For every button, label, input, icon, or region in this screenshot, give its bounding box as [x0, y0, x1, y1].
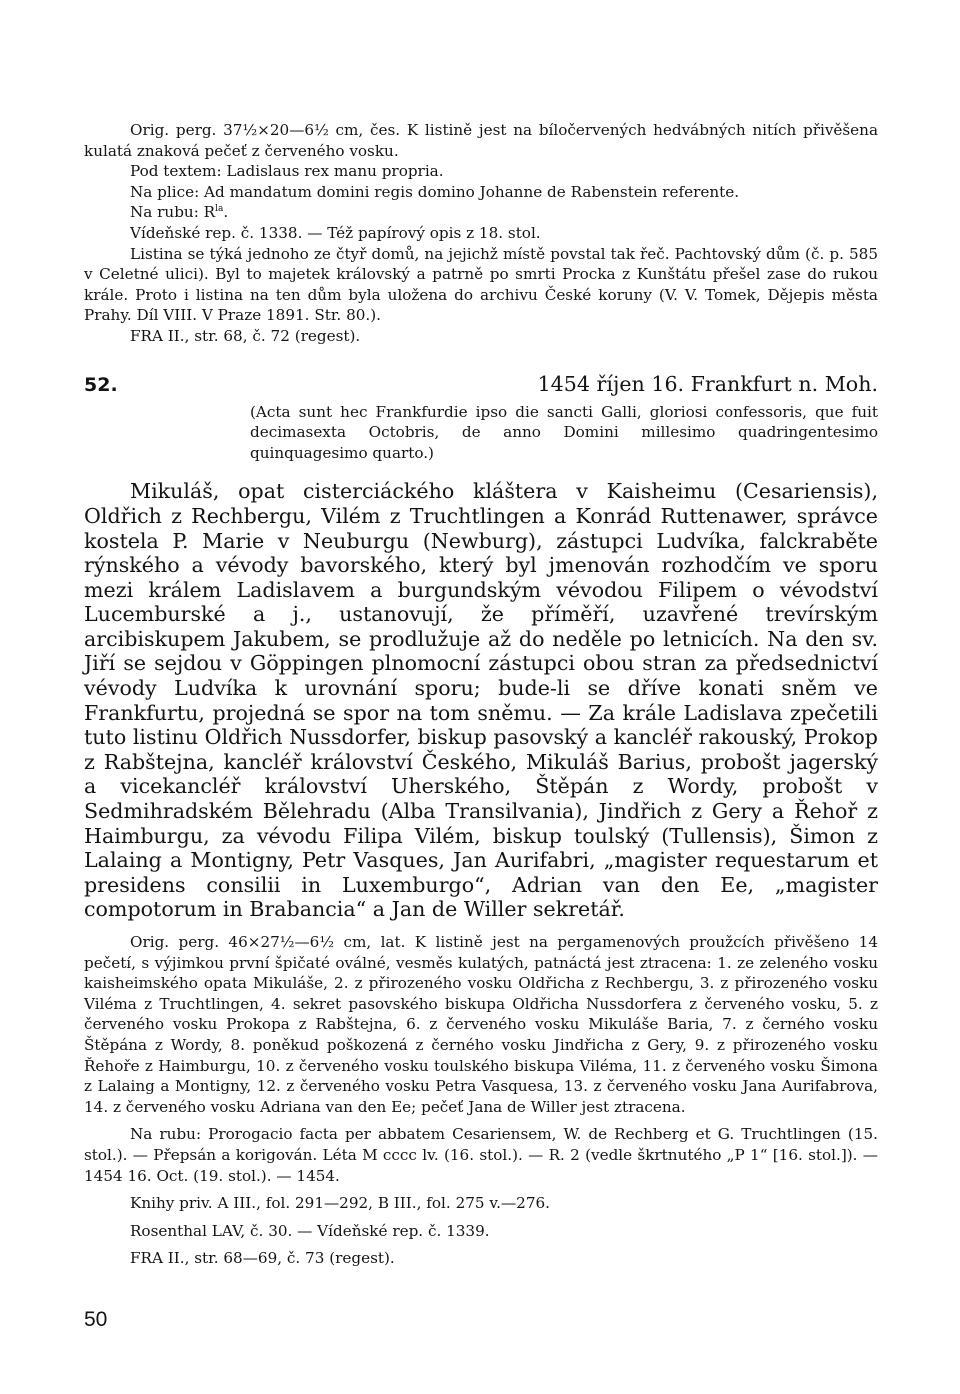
- document-number: 52.: [84, 373, 118, 396]
- document-abstract: Mikuláš, opat cisterciáckého kláštera v Kaisheimu (Cesariensis), Oldřich z Rechbergu, Vilém z Truchtlingen a Konrád Ruttenawer, správce kostela P. Marie v Neuburgu (Newburg), zástupci Ludvíka, falckraběte rýnského a vévody bavorského, který byl jmenován rozhodčím ve sporu mezi králem Ladislavem a burgundským vévodou Filipem o vévodství Lucemburské a j., ustanovují, že příměří, uzavřené trevírským arcibiskupem Jakubem, se prodlužuje až do neděle po letnicích. Na den sv. Jiří se sejdou v Göppingen plnomocní zástupci obou stran za předsednictví vévody Ludvíka k urovnání sporu; bude-li se dříve konati sněm ve Frankfurtu, projedná se spor na tom sněmu. — Za krále Ladislava zpečetili tuto listinu Oldřich Nussdorfer, biskup pasovský a kancléř rakouský, Prokop z Rabštejna, kancléř království Českého, Mikuláš Barius, probošt jagerský a vicekancléř království Uherského, Štěpán z Wordy, probošt v Sedmihradském Bělehradu (Alba Transilvania), Jindřich z Gery a Řehoř z Haimburgu, za vévodu Filipa Vilém, biskup toulský (Tullensis), Šimon z Lalaing a Montigny, Petr Vasques, Jan Aurifabri, „magister requestarum et presidens consilii in Luxemburgo“, Adrian van den Ee, „magister compotorum in Brabancia“ a Jan de Willer sekretář.: [84, 479, 878, 922]
- vienna-repertory-note: Vídeňské rep. č. 1338. — Též papírový opis z 18. stol.: [130, 223, 541, 242]
- under-text-note: Pod textem: Ladislaus rex manu propria.: [130, 162, 444, 181]
- plica-note: Na plice: Ad mandatum domini regis domino Johanne de Rabenstein referente.: [130, 182, 740, 201]
- privileges-books-reference: Knihy priv. A III., fol. 291—292, B III., fol. 275 v.—276.: [130, 1194, 550, 1213]
- rosenthal-reference: Rosenthal LAV, č. 30. — Vídeňské rep. č. 1339.: [130, 1221, 490, 1240]
- fra-reference: FRA II., str. 68, č. 72 (regest).: [130, 326, 361, 345]
- latin-dating-clause: (Acta sunt hec Frankfurdie ipso die sancti Galli, gloriosi confessoris, que fuit decimasexta Octobris, de anno Domini millesimo quadringentesimo quinquagesimo quarto.): [250, 402, 878, 462]
- document-notes: [84, 932, 878, 1269]
- previous-document-notes: [84, 120, 878, 347]
- commentary-paragraph: Listina se týká jednoho ze čtyř domů, na jejichž místě povstal tak řeč. Pachtovský dům (č. p. 585 v Celetné ulici). Byl to majetek královský a patrně po smrti Procka z Kunštátu přešel zase do rukou krále. Proto i listina na ten dům byla uložena do archivu České koruny (V. V. Tomek, Dějepis města Prahy. Díl VIII. V Praze 1891. Str. 80.).: [84, 244, 878, 325]
- original-description: Orig. perg. 46×27½—6½ cm, lat. K listině jest na pergamenových proužcích přivěšeno 14 pečetí, s výjimkou první špičaté oválné, vesměs kulatých, patnáctá jest ztracena: 1. ze zeleného vosku kaisheimského opata Mikuláše, 2. z přirozeného vosku Oldřicha z Rechbergu, 3. z přirozeného vosku Viléma z Truchtlingen, 4. sekret pasovského biskupa Oldřicha Nussdorfera z červeného vosku, 5. z červeného vosku Prokopa z Rabštejna, 6. z červeného vosku Mikuláše Baria, 7. z černého vosku Štěpána z Wordy, 8. poněkud poškozená z černého vosku Jindřicha z Gery, 9. z přirozeného vosku Řehoře z Haimburgu, 10. z červeného vosku toulského biskupa Viléma, 11. z červeného vosku Šimona z Lalaing a Montigny, 12. z červeného vosku Petra Vasquesa, 13. z červeného vosku Jana Aurifabrova, 14. z červeného vosku Adriana van den Ee; pečeť Jana de Willer jest ztracena.: [84, 933, 878, 1116]
- page-content: [84, 120, 878, 1269]
- page-number: 50: [84, 1308, 108, 1331]
- document-header: [84, 372, 878, 396]
- document-date-place: 1454 říjen 16. Frankfurt n. Moh.: [537, 371, 878, 396]
- dorsal-note: Na rubu: $R^{la}$.: [130, 203, 229, 222]
- dorsal-note: Na rubu: Prorogacio facta per abbatem Cesariensem, W. de Rechberg et G. Truchtlingen (15. stol.). — Přepsán a korigován. Léta M cccc lv. (16. stol.). — R. 2 (vedle škrtnutého „P 1“ [16. stol.]). — 1454 16. Oct. (19. stol.). — 1454.: [84, 1125, 878, 1185]
- fra-reference: FRA II., str. 68—69, č. 73 (regest).: [130, 1249, 395, 1268]
- original-description: Orig. perg. 37½×20—6½ cm, čes. K listině jest na bíločervených hedvábných nitích přivěšena kulatá znaková pečeť z červeného vosku.: [84, 121, 878, 160]
